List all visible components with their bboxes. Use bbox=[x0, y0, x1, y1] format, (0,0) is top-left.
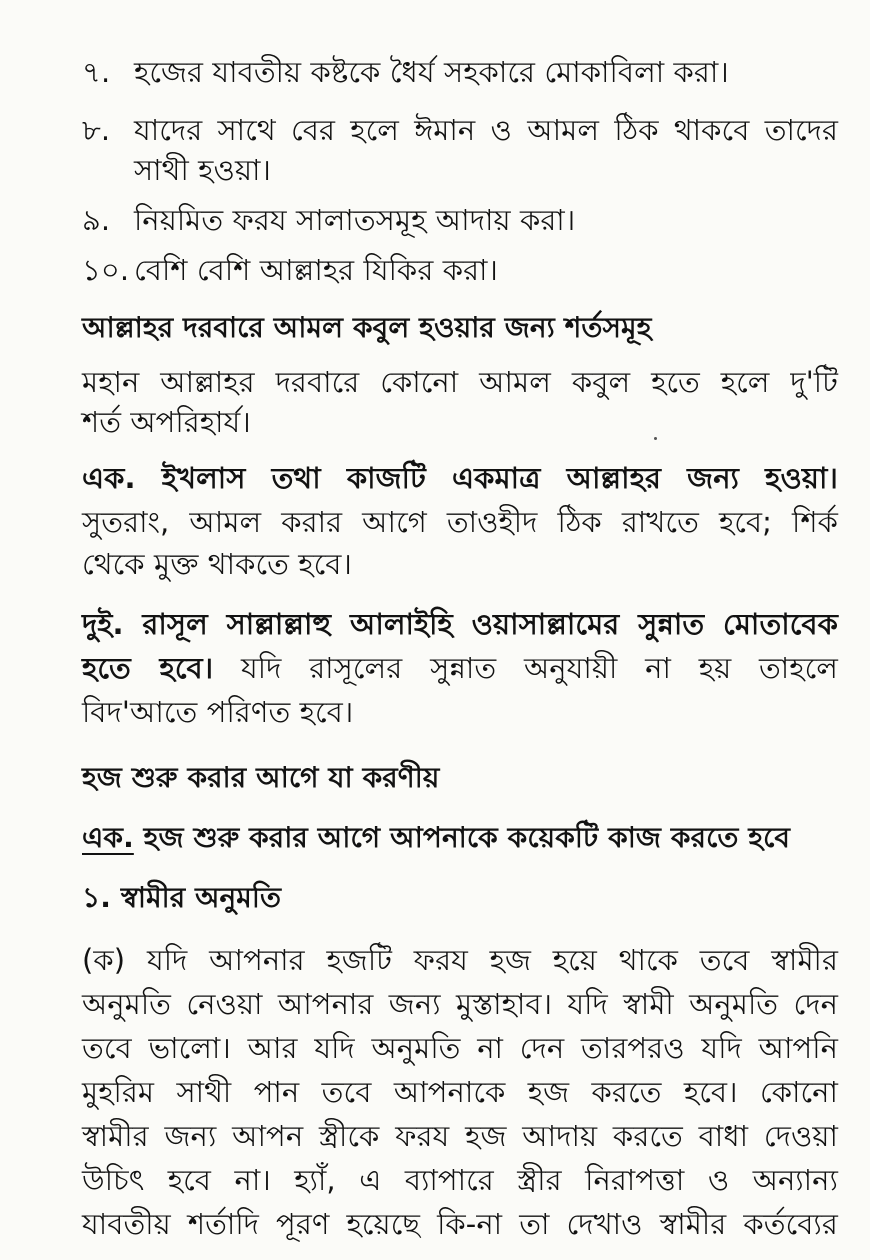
paragraph-line: মহান আল্লাহর দরবারে কোনো আমল কবুল হতে হলে দু'টি bbox=[82, 365, 838, 399]
condition-two bbox=[82, 604, 838, 644]
condition-two-rest: যদি রাসূলের সুন্নাত অনুযায়ী না হয় তাহলে bbox=[213, 651, 838, 685]
list-number: ৮. bbox=[82, 113, 111, 147]
section-heading: হজ শুরু করার আগে যা করণীয় bbox=[82, 761, 440, 794]
point-title: ১. স্বামীর অনুমতি bbox=[82, 881, 282, 914]
paragraph-line: (ক) যদি আপনার হজটি ফরয হজ হয়ে থাকে তবে স্বামীর bbox=[82, 943, 838, 977]
paragraph-line: মুহরিম সাথী পান তবে আপনাকে হজ করতে হবে। কোনো bbox=[82, 1075, 838, 1109]
sub-heading-prefix: এক. bbox=[82, 821, 134, 854]
condition-one: এক. ইখলাস তথা কাজটি একমাত্র আল্লাহর জন্য হওয়া। bbox=[82, 461, 838, 495]
sub-heading bbox=[82, 818, 790, 858]
condition-two-end: হতে হবে। bbox=[82, 651, 214, 685]
paragraph-line: যাবতীয় শর্তাদি পূরণ হয়েছে কি-না তা দেখাও স্বামীর কর্তব্যের bbox=[82, 1207, 838, 1241]
paragraph-line: তবে ভালো। আর যদি অনুমতি না দেন তারপরও যদি আপনি bbox=[82, 1031, 838, 1065]
list-text: হজের যাবতীয় কষ্টকে ধৈর্য সহকারে মোকাবিলা করা। bbox=[134, 55, 729, 89]
list-number: ১০. bbox=[82, 253, 130, 287]
paragraph-line: বিদ'আতে পরিণত হবে। bbox=[82, 695, 354, 729]
paragraph-line: উচিৎ হবে না। হ্যাঁ, এ ব্যাপারে স্ত্রীর নিরাপত্তা ও অন্যান্য bbox=[82, 1163, 838, 1197]
speck bbox=[654, 437, 657, 440]
list-text: নিয়মিত ফরয সালাতসমূহ আদায় করা। bbox=[134, 203, 576, 237]
paragraph-line: শর্ত অপরিহার্য। bbox=[82, 405, 251, 439]
paragraph-line: থেকে মুক্ত থাকতে হবে। bbox=[82, 547, 353, 581]
sub-heading-text: হজ শুরু করার আগে আপনাকে কয়েকটি কাজ করতে হবে bbox=[133, 821, 791, 854]
list-text: বেশি বেশি আল্লাহর যিকির করা। bbox=[134, 253, 499, 287]
list-text: যাদের সাথে বের হলে ঈমান ও আমল ঠিক থাকবে তাদের bbox=[134, 113, 838, 147]
list-number: ৯. bbox=[82, 203, 111, 237]
section-heading: আল্লাহর দরবারে আমল কবুল হওয়ার জন্য শর্তসমূহ bbox=[82, 311, 652, 344]
paragraph-line: সুতরাং, আমল করার আগে তাওহীদ ঠিক রাখতে হবে; শির্ক bbox=[82, 505, 838, 539]
list-number: ৭. bbox=[82, 55, 111, 89]
paragraph-line: স্বামীর জন্য আপন স্ত্রীকে ফরয হজ আদায় করতে বাধা দেওয়া bbox=[82, 1119, 838, 1153]
list-item-continuation: সাথী হওয়া। bbox=[134, 153, 272, 187]
paragraph-line bbox=[82, 648, 838, 688]
condition-two-text: দুই. রাসূল সাল্লাল্লাহু আলাইহি ওয়াসাল্লামের সুন্নাত মোতাবেক bbox=[82, 607, 838, 641]
paragraph-line: অনুমতি নেওয়া আপনার জন্য মুস্তাহাব। যদি স্বামী অনুমতি দেন bbox=[82, 987, 838, 1021]
